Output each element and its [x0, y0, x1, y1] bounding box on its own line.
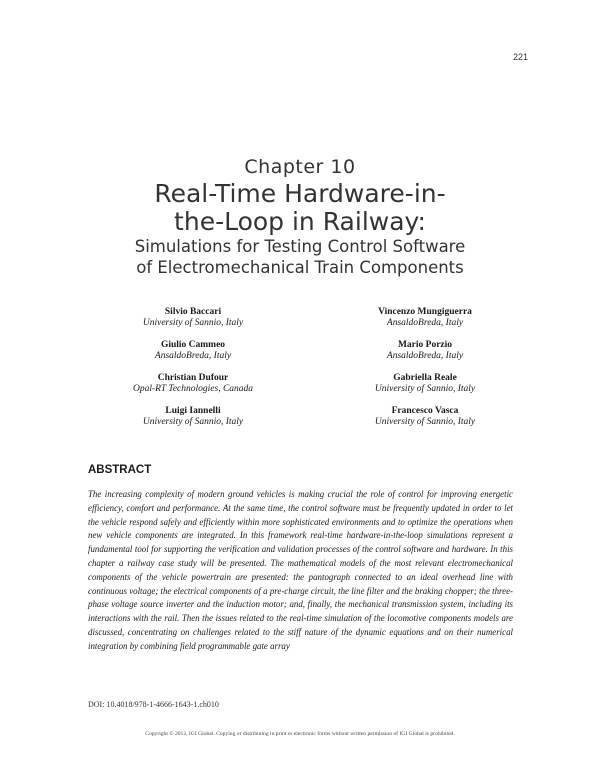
- author-entry: [310, 306, 540, 339]
- author-name: Christian Dufour: [157, 373, 229, 383]
- author-affiliation: AnsaldoBreda, Italy: [154, 351, 232, 361]
- chapter-subtitle: [0, 236, 600, 278]
- author-affiliation: AnsaldoBreda, Italy: [386, 318, 464, 328]
- author-entry: [310, 405, 540, 438]
- abstract-text: The increasing complexity of modern ground vehicles is making crucial the role of control for improving energetic efficiency, comfort and performance. At the same time, the control software must be frequently updated in order to let the vehicle respond safely and efficiently within more sophisticated environments and to optimize the operations when new vehicle components are integrated. In this framework real-time hardware-in-the-loop simulations represent a fundamental tool for supporting the verification and validation processes of the control software and hardware. In this chapter a railway case study will be presented. The mathematical models of the most relevant electromechanical components of the vehicle powertrain are presented: the pantograph connected to an ideal overhead line with continuous voltage; the electrical components of a pre-charge circuit, the line filter and the braking chopper; the three-phase voltage source inverter and the induction motor; and, finally, the mechanical transmission system, including its interactions with the rail. Then the issues related to the real-time simulation of the locomotive components models are discussed, concentrating on challenges related to the stiff nature of the dynamic equations and on their numerical integration by combining field programmable gate array: [88, 489, 513, 651]
- author-entry: [78, 405, 308, 438]
- author-column-right: [310, 306, 540, 438]
- author-entry: [310, 372, 540, 405]
- author-affiliation: University of Sannio, Italy: [142, 417, 244, 427]
- author-name: Mario Porzio: [397, 340, 453, 350]
- author-name: Vincenzo Mungiguerra: [378, 307, 472, 317]
- author-name: Luigi Iannelli: [165, 406, 221, 416]
- title-line: the-Loop in Railway:: [174, 207, 426, 236]
- author-affiliation: Opal-RT Technologies, Canada: [132, 384, 254, 394]
- author-column-left: [78, 306, 308, 438]
- author-affiliation: University of Sannio, Italy: [142, 318, 244, 328]
- chapter-label: Chapter 10: [244, 156, 356, 178]
- author-entry: [78, 372, 308, 405]
- author-affiliation: University of Sannio, Italy: [374, 417, 476, 427]
- author-name: Gabriella Reale: [393, 373, 457, 383]
- subtitle-line: of Electromechanical Train Components: [136, 258, 464, 277]
- author-entry: [78, 339, 308, 372]
- page-number: 221: [512, 52, 528, 62]
- subtitle-line: Simulations for Testing Control Software: [134, 237, 466, 256]
- abstract-heading: ABSTRACT: [88, 464, 152, 476]
- author-name: Giulio Cammeo: [160, 340, 226, 350]
- author-affiliation: AnsaldoBreda, Italy: [386, 351, 464, 361]
- author-name: Francesco Vasca: [391, 406, 459, 416]
- author-entry: [78, 306, 308, 339]
- doi-text: DOI: 10.4018/978-1-4666-1643-1.ch010: [88, 700, 219, 709]
- author-entry: [310, 339, 540, 372]
- chapter-title: [0, 180, 600, 236]
- title-line: Real-Time Hardware-in-: [154, 179, 446, 208]
- author-affiliation: University of Sannio, Italy: [374, 384, 476, 394]
- author-name: Silvio Baccari: [164, 307, 222, 317]
- copyright-notice: Copyright © 2012, IGI Global. Copying or distributing in print or electronic forms without written permission of IGI Global is prohibited.: [145, 731, 455, 737]
